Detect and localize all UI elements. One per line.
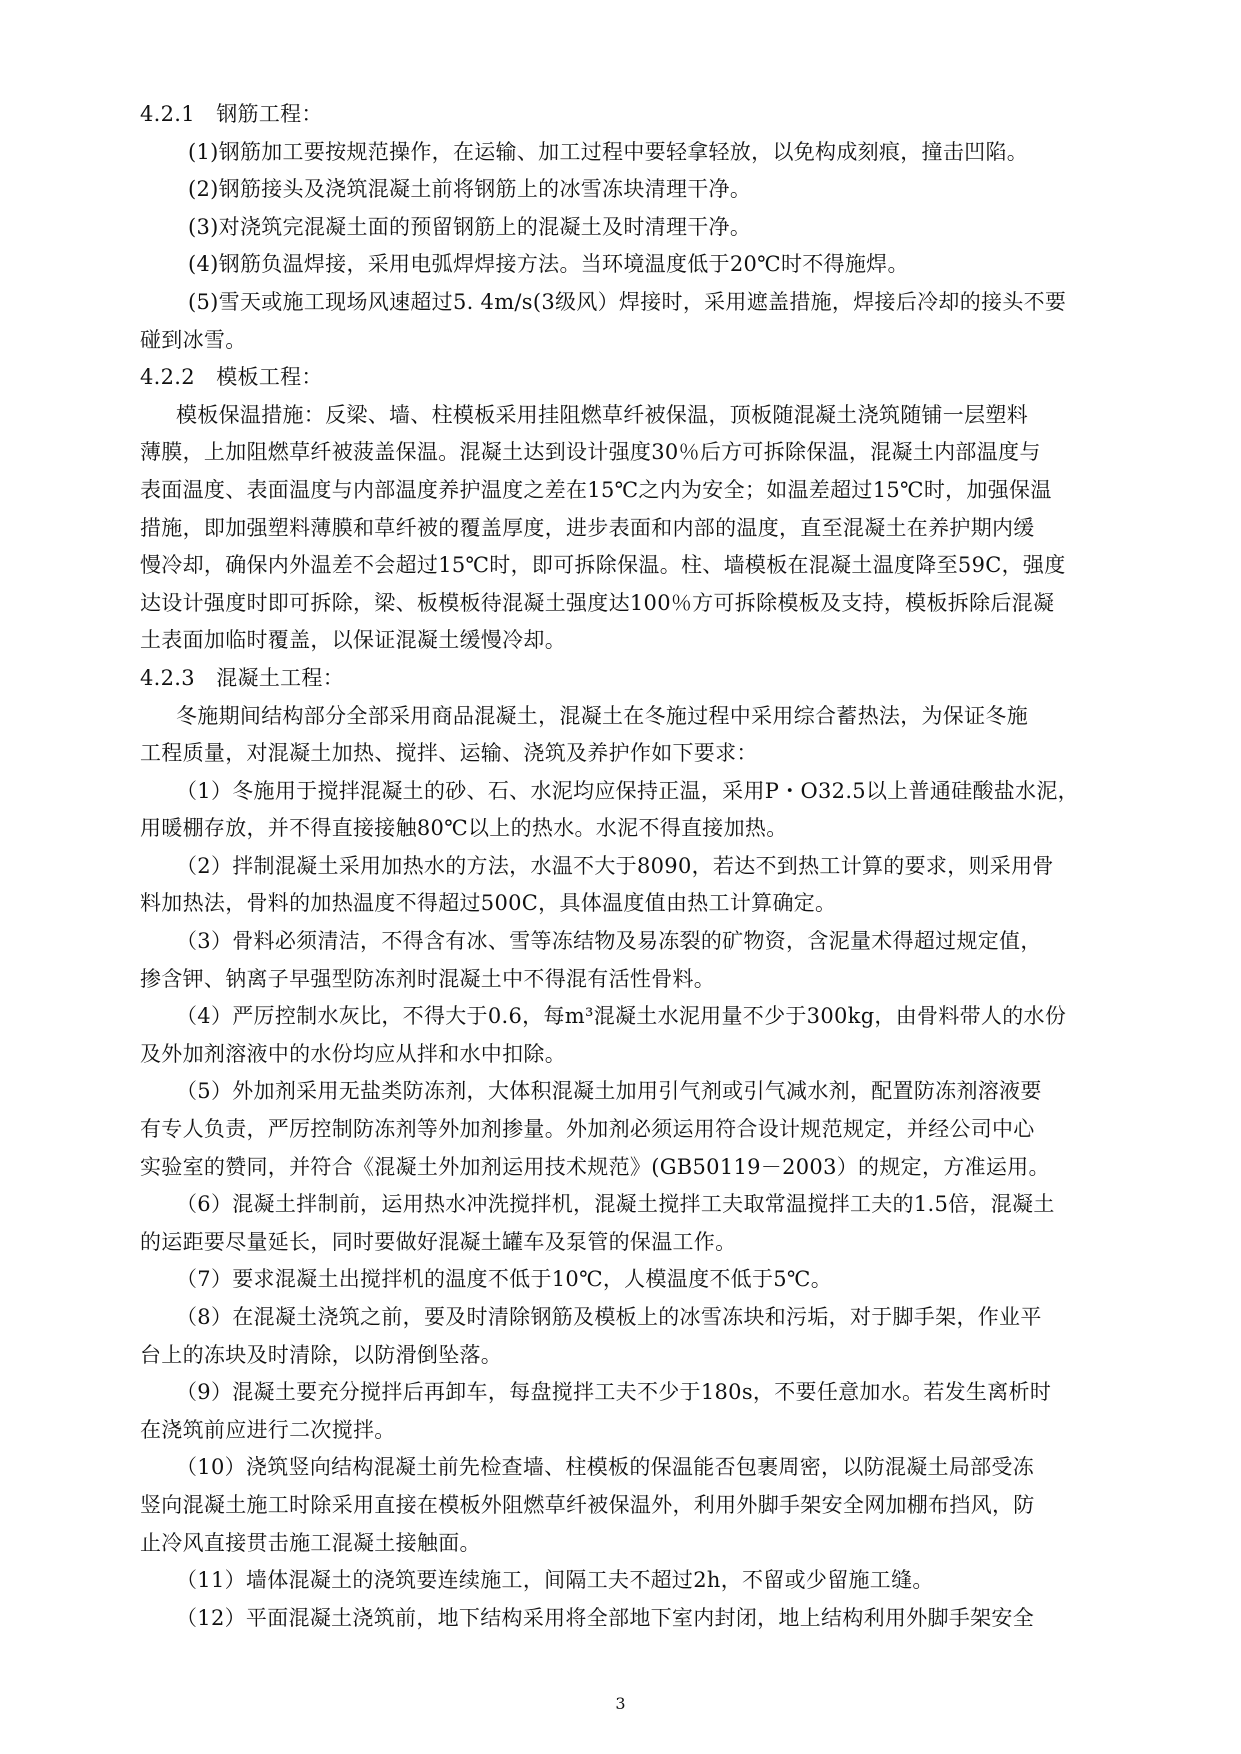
text-line: 碰到冰雪。 — [140, 327, 247, 352]
text-line: （4）严厉控制水灰比，不得大于0.6，每m³混凝土水泥用量不少于300kg，由骨料带人的水份 — [176, 1004, 1067, 1029]
text-line: 达设计强度时即可拆除，梁、板模板待混凝土强度达100％方可拆除模板及支持，模板拆除后混凝 — [140, 590, 1055, 615]
text-line: 表面温度、表面温度与内部温度养护温度之差在15℃之内为安全；如温差超过15℃时，加强保温 — [140, 477, 1052, 502]
text-line: 模板保温措施：反梁、墙、柱模板采用挂阻燃草纤被保温，顶板随混凝土浇筑随铺一层塑料 — [176, 402, 1028, 427]
text-line: 实验室的赞同，并符合《混凝土外加剂运用技术规范》(GB50119－2003）的规定，方准运用。 — [140, 1154, 1050, 1179]
text-line: 的运距要尽量延长，同时要做好混凝土罐车及泵管的保温工作。 — [140, 1229, 737, 1254]
text-line: （8）在混凝土浇筑之前，要及时清除钢筋及模板上的冰雪冻块和污垢，对于脚手架，作业平 — [176, 1305, 1042, 1329]
text-line: (4)钢筋负温焊接，采用电弧焊焊接方法。当环境温度低于20℃时不得施焊。 — [188, 252, 909, 277]
text-line: （10）浇筑竖向结构混凝土前先检查墙、柱模板的保温能否包裹周密，以防混凝土局部受冻 — [176, 1455, 1035, 1480]
text-line: （6）混凝土拌制前，运用热水冲洗搅拌机，混凝土搅拌工夫取常温搅拌工夫的1.5倍，混凝土 — [176, 1192, 1055, 1217]
text-line: 冬施期间结构部分全部采用商品混凝土，混凝土在冬施过程中采用综合蓄热法，为保证冬施 — [176, 703, 1028, 728]
text-line: （12）平面混凝土浇筑前，地下结构采用将全部地下室内封闭，地上结构利用外脚手架安全 — [176, 1605, 1035, 1630]
text-line: （3）骨料必须清洁，不得含有冰、雪等冻结物及易冻裂的矿物资，含泥量术得超过规定值， — [176, 929, 1042, 954]
text-line: (1)钢筋加工要按规范操作，在运输、加工过程中要轻拿轻放，以免构成刻痕，撞击凹陷。 — [188, 139, 1029, 164]
page-number: 3 — [615, 1694, 626, 1713]
text-line: 用暖棚存放，并不得直接接触80℃以上的热水。水泥不得直接加热。 — [140, 816, 788, 841]
text-line: 措施，即加强塑料薄膜和草纤被的覆盖厚度，进步表面和内部的温度，直至混凝土在养护期内缓 — [140, 515, 1035, 540]
text-line: 慢冷却，确保内外温差不会超过15℃时，即可拆除保温。柱、墙模板在混凝土温度降至59C，强度 — [140, 553, 1066, 578]
text-line: 在浇筑前应进行二次搅拌。 — [140, 1417, 396, 1442]
text-line: 工程质量，对混凝土加热、搅拌、运输、浇筑及养护作如下要求： — [140, 741, 758, 766]
text-line: （5）外加剂采用无盐类防冻剂，大体积混凝土加用引气剂或引气减水剂，配置防冻剂溶液要 — [176, 1079, 1042, 1104]
text-line: (2)钢筋接头及浇筑混凝土前将钢筋上的冰雪冻块清理干净。 — [188, 177, 752, 202]
text-line: 料加热法，骨料的加热温度不得超过500C，具体温度值由热工计算确定。 — [140, 891, 837, 916]
text-line: （9）混凝土要充分搅拌后再卸车，每盘搅拌工夫不少于180s，不要任意加水。若发生离析时 — [176, 1380, 1052, 1405]
section-heading: 4.2.1 钢筋工程： — [140, 102, 323, 126]
text-line: (3)对浇筑完混凝土面的预留钢筋上的混凝土及时清理干净。 — [188, 214, 752, 239]
text-line: （11）墙体混凝土的浇筑要连续施工，间隔工夫不超过2h，不留或少留施工缝。 — [176, 1568, 934, 1593]
text-line: 竖向混凝土施工时除采用直接在模板外阻燃草纤被保温外，利用外脚手架安全网加棚布挡风，防 — [140, 1492, 1035, 1517]
text-line: （1）冬施用于搅拌混凝土的砂、石、水泥均应保持正温，采用P・O32.5以上普通硅酸盐水泥， — [176, 778, 1079, 803]
section-heading: 4.2.2 模板工程： — [140, 365, 323, 390]
document-body — [140, 96, 1140, 1637]
text-line: 台上的冻块及时清除，以防滑倒坠落。 — [140, 1342, 503, 1367]
section-heading: 4.2.3 混凝土工程： — [140, 665, 345, 690]
text-line: (5)雪天或施工现场风速超过5. 4m/s(3级风）焊接时，采用遮盖措施，焊接后冷却的接头不要 — [188, 289, 1067, 314]
text-line: 薄膜，上加阻燃草纤被菠盖保温。混凝土达到设计强度30％后方可拆除保温，混凝土内部温度与 — [140, 440, 1041, 465]
text-line: 土表面加临时覆盖，以保证混凝土缓慢冷却。 — [140, 628, 566, 653]
text-line: 止冷风直接贯击施工混凝土接触面。 — [140, 1530, 481, 1555]
text-line: 有专人负责，严厉控制防冻剂等外加剂掺量。外加剂必须运用符合设计规范规定，并经公司中心 — [140, 1117, 1035, 1142]
text-line: 掺含钾、钠离子早强型防冻剂时混凝土中不得混有活性骨料。 — [140, 966, 716, 991]
text-line: 及外加剂溶液中的水份均应从拌和水中扣除。 — [140, 1041, 566, 1066]
text-line: （7）要求混凝土出搅拌机的温度不低于10℃，人模温度不低于5℃。 — [176, 1267, 833, 1292]
text-line: （2）拌制混凝土采用加热水的方法，水温不大于8090，若达不到热工计算的要求，则采用骨 — [176, 853, 1054, 878]
